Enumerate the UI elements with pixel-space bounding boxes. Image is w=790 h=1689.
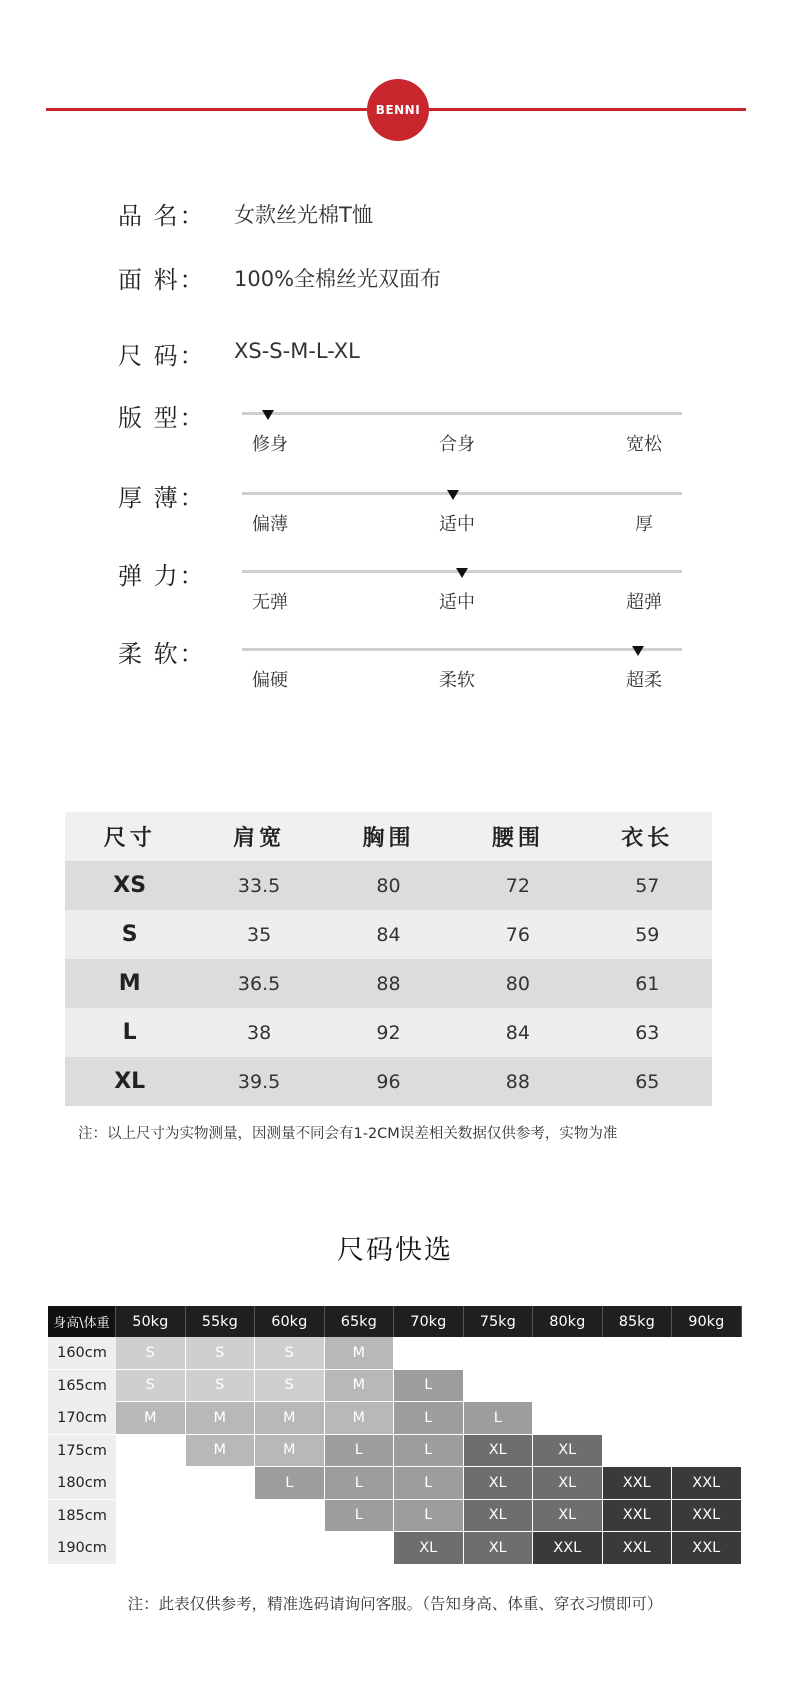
scale-track xyxy=(242,492,682,495)
size-recommendation-cell: XXL xyxy=(603,1500,673,1533)
size-recommendation-cell: M xyxy=(255,1435,325,1468)
size-cell: S xyxy=(65,910,194,959)
spec-size-label: 尺 码： xyxy=(118,342,206,370)
size-recommendation-cell: S xyxy=(186,1370,256,1403)
scale-option-label: 偏薄 xyxy=(252,514,288,535)
scale-option-label: 超弹 xyxy=(626,592,662,613)
header-length: 衣长 xyxy=(583,812,712,861)
size-recommendation-cell: XL xyxy=(533,1467,603,1500)
weight-header: 85kg xyxy=(603,1306,673,1337)
scale-option-label: 厚 xyxy=(635,514,653,535)
table-row xyxy=(65,1057,712,1106)
measure-cell: 88 xyxy=(453,1057,582,1106)
header-size: 尺寸 xyxy=(65,812,194,861)
size-recommendation-cell: XXL xyxy=(533,1532,603,1565)
header-shoulder: 肩宽 xyxy=(194,812,323,861)
size-recommendation-cell: L xyxy=(464,1402,534,1435)
weight-header: 90kg xyxy=(672,1306,742,1337)
weight-header: 75kg xyxy=(464,1306,534,1337)
scale-track xyxy=(242,412,682,415)
spec-fabric-label: 面 料： xyxy=(118,266,206,294)
spec-name-label: 品 名： xyxy=(118,202,206,230)
weight-header: 55kg xyxy=(186,1306,256,1337)
size-recommendation-cell: XL xyxy=(464,1532,534,1565)
size-recommendation-cell: M xyxy=(255,1402,325,1435)
spec-fabric-value: 100%全棉丝光双面布 xyxy=(234,267,442,291)
size-recommendation-cell: M xyxy=(116,1402,186,1435)
size-recommendation-cell: XL xyxy=(533,1435,603,1468)
size-cell: L xyxy=(65,1008,194,1057)
scale-marker-icon xyxy=(447,490,459,500)
size-recommendation-cell: M xyxy=(325,1402,395,1435)
scale-label: 柔 软： xyxy=(118,640,206,668)
size-recommendation-cell: L xyxy=(325,1500,395,1533)
size-recommendation-cell: S xyxy=(116,1337,186,1370)
scale-option-label: 偏硬 xyxy=(252,670,288,691)
size-recommendation-cell: L xyxy=(394,1435,464,1468)
size-recommendation-cell: S xyxy=(116,1370,186,1403)
scale-label: 厚 薄： xyxy=(118,484,206,512)
table-row xyxy=(65,861,712,910)
size-recommendation-cell: S xyxy=(186,1337,256,1370)
spec-name-value: 女款丝光棉T恤 xyxy=(234,203,373,227)
weight-header: 65kg xyxy=(325,1306,395,1337)
size-recommendation-cell: M xyxy=(325,1337,395,1370)
spec-size-value: XS-S-M-L-XL xyxy=(234,339,360,363)
measure-cell: 61 xyxy=(583,959,712,1008)
grid-corner-header: 身高\体重 xyxy=(48,1306,116,1337)
size-recommendation-cell: L xyxy=(394,1467,464,1500)
measure-cell: 39.5 xyxy=(194,1057,323,1106)
table-row xyxy=(65,910,712,959)
size-recommendation-cell: XXL xyxy=(672,1532,742,1565)
size-recommendation-cell: XXL xyxy=(603,1467,673,1500)
size-chart-table xyxy=(65,812,712,1106)
size-chart-body xyxy=(65,861,712,1106)
size-recommendation-cell: XL xyxy=(394,1532,464,1565)
size-recommendation-cell: M xyxy=(186,1402,256,1435)
size-recommendation-cell: XXL xyxy=(603,1532,673,1565)
measure-cell: 38 xyxy=(194,1008,323,1057)
measure-cell: 35 xyxy=(194,910,323,959)
measure-cell: 65 xyxy=(583,1057,712,1106)
height-label: 165cm xyxy=(48,1370,116,1402)
size-chart-note: 注：以上尺寸为实物测量，因测量不同会有1-2CM误差相关数据仅供参考，实物为准 xyxy=(78,1126,618,1142)
height-label: 175cm xyxy=(48,1435,116,1467)
measure-cell: 36.5 xyxy=(194,959,323,1008)
height-label: 170cm xyxy=(48,1402,116,1434)
size-recommendation-cell: XXL xyxy=(672,1467,742,1500)
scale-marker-icon xyxy=(262,410,274,420)
size-recommendation-cell: S xyxy=(255,1337,325,1370)
measure-cell: 92 xyxy=(324,1008,453,1057)
size-recommendation-cell: M xyxy=(186,1435,256,1468)
scale-option-label: 超柔 xyxy=(626,670,662,691)
scale-option-label: 宽松 xyxy=(626,434,662,455)
size-recommendation-cell: S xyxy=(255,1370,325,1403)
scale-option-label: 合身 xyxy=(439,434,475,455)
measure-cell: 72 xyxy=(453,861,582,910)
header-chest: 胸围 xyxy=(324,812,453,861)
quick-pick-note: 注：此表仅供参考，精准选码请询问客服。（告知身高、体重、穿衣习惯即可） xyxy=(127,1595,663,1613)
scale-label: 版 型： xyxy=(118,404,206,432)
size-recommendation-cell: XL xyxy=(464,1435,534,1468)
size-recommendation-cell: L xyxy=(255,1467,325,1500)
weight-header: 70kg xyxy=(394,1306,464,1337)
height-label: 160cm xyxy=(48,1337,116,1369)
size-recommendation-cell: L xyxy=(394,1500,464,1533)
table-row xyxy=(65,959,712,1008)
scale-option-label: 柔软 xyxy=(439,670,475,691)
scale-track xyxy=(242,648,682,651)
scale-marker-icon xyxy=(632,646,644,656)
size-recommendation-cell: L xyxy=(394,1402,464,1435)
measure-cell: 59 xyxy=(583,910,712,959)
height-label: 185cm xyxy=(48,1500,116,1532)
scale-marker-icon xyxy=(456,568,468,578)
brand-logo-text: BENNI xyxy=(375,103,421,117)
size-recommendation-cell: L xyxy=(394,1370,464,1403)
scale-label: 弹 力： xyxy=(118,562,206,590)
size-cell: XL xyxy=(65,1057,194,1106)
weight-header: 50kg xyxy=(116,1306,186,1337)
measure-cell: 33.5 xyxy=(194,861,323,910)
measure-cell: 84 xyxy=(453,1008,582,1057)
header-waist: 腰围 xyxy=(453,812,582,861)
measure-cell: 63 xyxy=(583,1008,712,1057)
scale-option-label: 修身 xyxy=(252,434,288,455)
measure-cell: 88 xyxy=(324,959,453,1008)
measure-cell: 57 xyxy=(583,861,712,910)
table-row xyxy=(65,1008,712,1057)
measure-cell: 96 xyxy=(324,1057,453,1106)
size-chart-header-row xyxy=(65,812,712,861)
scale-option-label: 适中 xyxy=(439,514,475,535)
measure-cell: 80 xyxy=(453,959,582,1008)
quick-pick-title: 尺码快选 xyxy=(337,1235,453,1266)
size-recommendation-cell: L xyxy=(325,1435,395,1468)
measure-cell: 80 xyxy=(324,861,453,910)
size-recommendation-cell: M xyxy=(325,1370,395,1403)
size-recommendation-cell: XL xyxy=(464,1500,534,1533)
size-cell: XS xyxy=(65,861,194,910)
height-label: 180cm xyxy=(48,1467,116,1499)
scale-option-label: 无弹 xyxy=(252,592,288,613)
scale-option-label: 适中 xyxy=(439,592,475,613)
measure-cell: 76 xyxy=(453,910,582,959)
size-recommendation-cell: XL xyxy=(533,1500,603,1533)
size-cell: M xyxy=(65,959,194,1008)
height-label: 190cm xyxy=(48,1532,116,1564)
size-recommendation-cell: XXL xyxy=(672,1500,742,1533)
weight-header: 60kg xyxy=(255,1306,325,1337)
measure-cell: 84 xyxy=(324,910,453,959)
weight-header: 80kg xyxy=(533,1306,603,1337)
brand-logo xyxy=(367,79,429,141)
size-recommendation-cell: XL xyxy=(464,1467,534,1500)
size-recommendation-cell: L xyxy=(325,1467,395,1500)
